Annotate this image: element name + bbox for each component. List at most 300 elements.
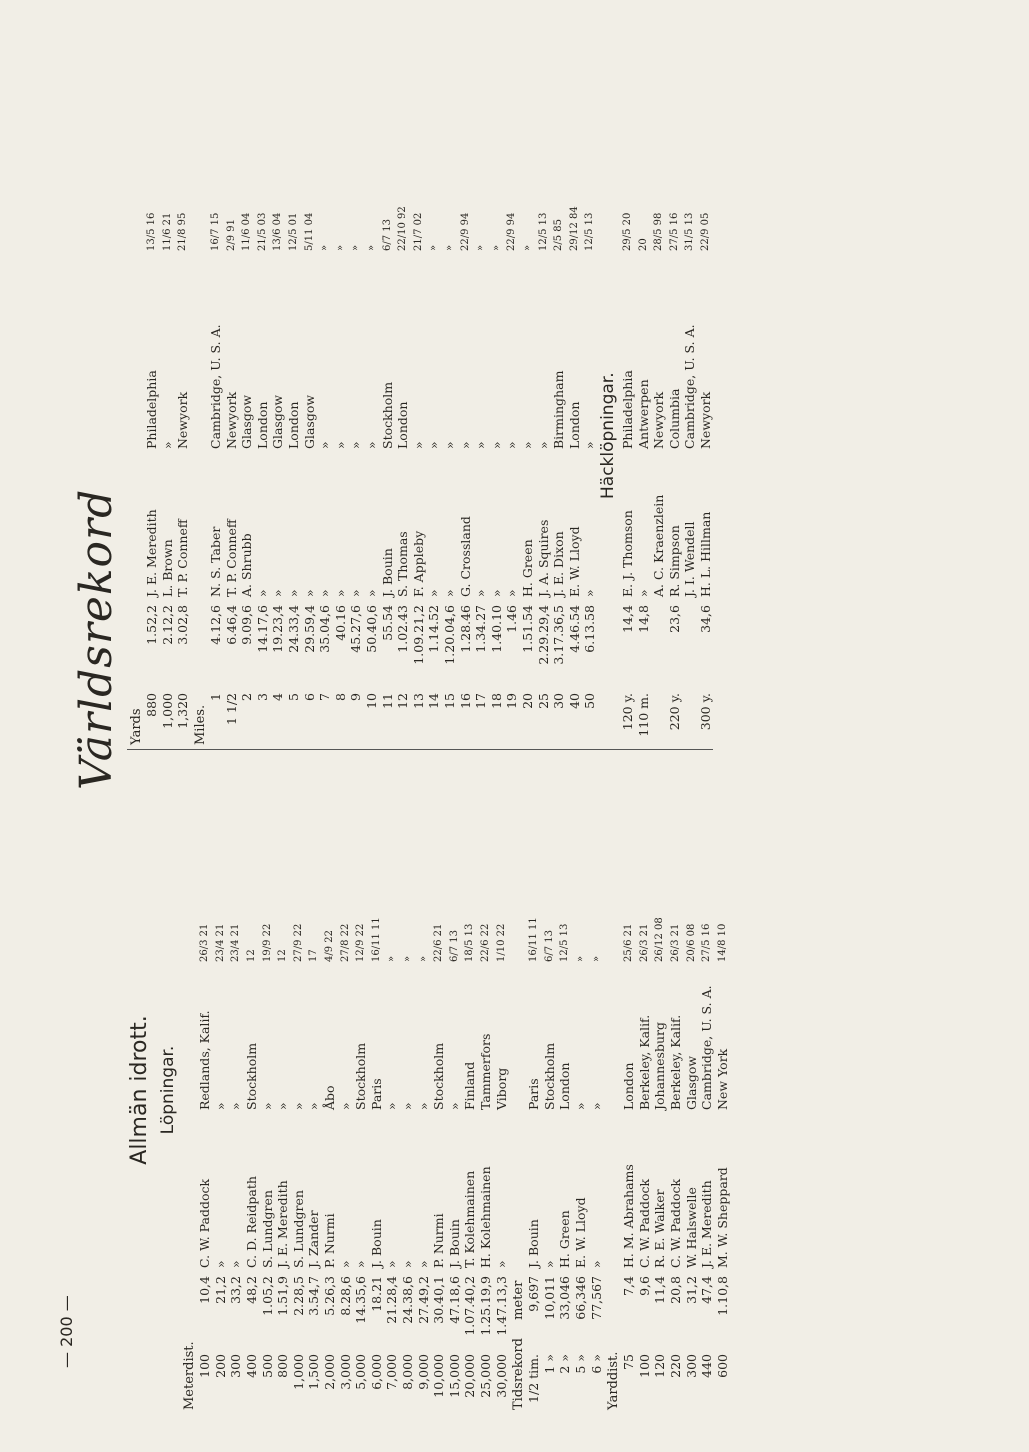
cell-time: 1.09.21,2 — [410, 605, 426, 665]
cell-athlete: » — [426, 589, 442, 597]
cell-date: 22/6 22 — [479, 923, 491, 962]
cell-place: » — [337, 1102, 353, 1110]
cell-date: 2/5 85 — [553, 219, 565, 251]
cell-place: Glasgow — [239, 394, 255, 449]
cell-athlete: » — [332, 589, 348, 597]
subsection-title: Löpningar. — [158, 1045, 178, 1135]
cell-place: Stockholm — [431, 1042, 447, 1110]
cell-athlete: J. Bouin — [379, 548, 395, 597]
cell-place: » — [290, 1102, 306, 1110]
cell-place: » — [348, 441, 364, 449]
cell-place: Birmingham — [551, 370, 567, 449]
cell-place: Antwerpen — [635, 379, 651, 449]
hurdles-title: Häcklöpningar. — [597, 372, 618, 499]
cell-distance: 200 — [212, 1354, 228, 1378]
cell-athlete: J. Zander — [306, 1210, 322, 1268]
cell-athlete: J. E. Dixon — [551, 531, 567, 597]
cell-place: Cambridge, U. S. A. — [699, 985, 715, 1110]
cell-place: Newyork — [175, 391, 191, 449]
table-row — [144, 177, 160, 749]
cell-distance: 1/2 tim. — [526, 1354, 542, 1403]
cell-athlete: P. Nurmi — [431, 1213, 447, 1268]
cell-time: 47,4 — [699, 1276, 715, 1304]
cell-time: 1.02.43 — [395, 605, 411, 653]
cell-date: 26/3 21 — [669, 923, 681, 962]
cell-athlete: » — [488, 589, 504, 597]
cell-place: Åbo — [322, 1085, 338, 1110]
cell-time: 14,4 — [619, 605, 635, 633]
cell-time: 24.33,4 — [286, 605, 302, 653]
cell-athlete: T. P. Conneff — [175, 519, 191, 597]
cell-distance: 75 — [621, 1354, 637, 1370]
cell-place: Paris — [368, 1078, 384, 1110]
yard-group-label: Yarddist. — [605, 1351, 621, 1410]
cell-place: Newyork — [223, 391, 239, 449]
cell-athlete: H. Green — [557, 1210, 573, 1268]
cell-date: 27/5 16 — [701, 923, 713, 962]
cell-time — [682, 601, 698, 689]
table-row — [535, 177, 551, 749]
cell-distance — [651, 689, 667, 749]
cell-time: 10,011 — [541, 1276, 557, 1320]
cell-distance: 1 — [208, 693, 224, 701]
cell-date: 5/11 04 — [303, 212, 315, 251]
section-title: Allmän idrott. — [127, 1015, 152, 1165]
cell-distance: 1,500 — [306, 1354, 322, 1390]
miles-table — [208, 177, 598, 749]
cell-athlete: E. W. Lloyd — [572, 1197, 588, 1268]
table-row — [223, 177, 239, 749]
cell-place: » — [441, 441, 457, 449]
cell-athlete: S. Lundgren — [259, 1190, 275, 1268]
cell-date: 12/9 22 — [355, 923, 367, 962]
cell-time: 1.51.54 — [519, 605, 535, 653]
cell-athlete: » — [353, 1260, 369, 1268]
cell-athlete: J. E. Meredith — [144, 509, 160, 597]
table-row — [270, 177, 286, 749]
cell-time: 1.25.19,9 — [477, 1276, 493, 1336]
table-row — [582, 177, 598, 749]
cell-distance: 300 — [228, 1354, 244, 1378]
cell-athlete: J. A. Squires — [535, 519, 551, 597]
cell-date: 12/5 13 — [559, 923, 571, 962]
table-row — [317, 177, 333, 749]
cell-athlete: M. W. Sheppard — [714, 1167, 730, 1268]
cell-distance: 8,000 — [400, 1354, 416, 1390]
table-row — [493, 888, 509, 1410]
hurdles-heading — [598, 69, 620, 749]
miles-group-label: Miles. — [192, 704, 208, 745]
cell-place: » — [364, 441, 380, 449]
table-row — [621, 888, 637, 1410]
cell-time: 3.17.36,5 — [551, 605, 567, 665]
table-row — [160, 177, 176, 749]
cell-time: 66,346 — [572, 1276, 588, 1320]
cell-time: 45.27,6 — [348, 605, 364, 653]
cell-date: 13/5 16 — [146, 212, 158, 251]
cell-date: 1/10 22 — [495, 923, 507, 962]
cell-athlete: » — [337, 1260, 353, 1268]
cell-time: 1.28.46 — [457, 605, 473, 653]
cell-time: 30.40,1 — [431, 1276, 447, 1324]
cell-distance: 2 » — [557, 1354, 573, 1374]
table-row — [337, 888, 353, 1410]
cell-distance: 220 y. — [666, 693, 682, 731]
cell-athlete: E. W. Lloyd — [566, 526, 582, 597]
cell-date: 16/7 15 — [210, 212, 222, 251]
cell-athlete: » — [364, 589, 380, 597]
cell-distance: 15,000 — [446, 1354, 462, 1398]
cell-time: 1.46 — [504, 605, 520, 633]
cell-date: 13/6 04 — [272, 212, 284, 251]
cell-distance: 12 — [395, 693, 411, 709]
cell-date: » — [417, 955, 429, 962]
table-row — [364, 177, 380, 749]
table-row — [415, 888, 431, 1410]
cell-date: » — [475, 244, 487, 251]
cell-place: London — [566, 401, 582, 449]
cell-place: » — [159, 441, 175, 449]
cell-place: » — [410, 441, 426, 449]
cell-place: Philadelphia — [144, 370, 160, 449]
cell-athlete: » — [504, 589, 520, 597]
cell-place: » — [572, 1102, 588, 1110]
cell-time: 1.52,2 — [144, 605, 160, 645]
cell-athlete: » — [582, 589, 598, 597]
cell-time: 9,697 — [526, 1276, 542, 1312]
cell-date: » — [319, 244, 331, 251]
cell-place: » — [212, 1102, 228, 1110]
cell-date: 27/9 22 — [292, 923, 304, 962]
table-row — [426, 177, 442, 749]
cell-place: Stockholm — [244, 1042, 260, 1110]
cell-distance: 40 — [566, 693, 582, 709]
cell-place: » — [535, 441, 551, 449]
table-row — [714, 888, 730, 1410]
table-row — [682, 177, 698, 749]
cell-athlete: L. Brown — [159, 539, 175, 597]
cell-athlete: R. E. Walker — [652, 1189, 668, 1268]
cell-date: 27/5 16 — [668, 212, 680, 251]
table-row — [557, 888, 573, 1410]
cell-date: 12 — [277, 949, 289, 962]
cell-athlete: » — [415, 1260, 431, 1268]
cell-place: » — [384, 1102, 400, 1110]
cell-distance: 50 — [582, 693, 598, 709]
cell-distance: 9,000 — [415, 1354, 431, 1390]
cell-place: Newyork — [651, 391, 667, 449]
cell-time: 1.40.10 — [488, 605, 504, 653]
cell-time: 1.07.40,2 — [462, 1276, 478, 1336]
cell-date: 18/5 13 — [464, 923, 476, 962]
cell-athlete: C. W. Paddock — [197, 1178, 213, 1268]
table-row — [259, 888, 275, 1410]
cell-distance: 110 m. — [635, 693, 651, 737]
document-page: — 200 — Världsrekord Allmän idrott. Löpningar. Meterdist. 100 10,4 C. W. Paddock Redlands, Kalif. 26/3 21 200 21,2 » » 23/4 21 300 33,2 » » 23/4 21 400 48,2 C. D. Reidpath Stockholm 12 500 1.05,2 S. Lundgren » 19/9 22 800 1.51,9 J. E. Meredith » 12 1,000 2.28,5 S. Lundgren » 27/9 22 1,500 3.54,7 J. Zander » 17 2,000 5.26,3 P. Nurmi Åbo 4/9 22 3,000 8.28,6 » » 27/8 22 5,000 14.35,6 » Stockholm 12/9 22 6,000 18.21 J. Bouin Paris 16/11 11 7,000 21.28,4 » » » 8,000 24.38,6 » » » 9,000 27.49,2 » » » 10,000 30.40,1 P. Nurmi Stockholm 22/6 21 15,000 47.18,6 J. Bouin » 6/7 13 20,000 1.07.40,2 T. Kolehmainen Finland 18/5 13 25,000 1.25.19,9 H. Kolehmainen Tammerfors 22/6 22 30,000 1.47.13,3 » Viborg 1/10 22 Tidsrekord meter 1/2 tim. 9,697 J. Bouin Paris 16/11 11 1 » 10,011 » Stockholm 6/7 13 2 » 33,046 H. Green London 12/5 13 5 » 66,346 E. W. Lloyd » » 6 » 77,567 » » » Yarddist. 75 7,4 H. M. Abrahams London 25/6 21 100 9,6 C. W. Paddock Berkeley, Kalif. 26/3 21 120 11,4 R. E. Walker Johannesburg 26/12 08 220 20,8 C. W. Paddock Berkeley, Kalif. 26/3 21 300 31,2 W. Halswelle Glasgow 20/6 08 440 47,4 J. E. Meredith Cambridge, U. S. A. 27/5 16 600 1.10,8 M. W. Sheppard New York 14/8 10 Yards 880 1.52,2 J. E. Meredith Philadelphia 13/5 16 1,000 2.12,2 L. Brown » 11/6 21 1,320 3.02,8 T. P. Conneff Newyork 21/8 95 Miles. 1 4.12,6 N. S. Taber Cambridge, U. S. A. 16/7 15 1 1/2 6.46,4 T. P. Conneff Newyork 2/9 91 2 9.09,6 A. Shrubb Glasgow 11/6 04 3 14.17,6 » London 21/5 03 4 19.23,4 » Glasgow 13/6 04 5 24.33,4 » London 12/5 01 6 29.59,4 » Glasgow 5/11 04 7 35.04,6 » » » 8 40.16 » » » 9 45.27,6 » » » 10 50.40,6 » » » 11 55.54 J. Bouin Stockholm 6/7 13 12 1.02.43 S. Thomas London 22/10 92 13 1.09.21,2 F. Appleby » 21/7 02 14 1.14.52 » » » 15 1.20.04,6 » » » 16 1.28.46 G. Crossland » 22/9 94 17 1.34.27 » » » 18 1.40.10 » » » 19 1.46 » » 22/9 94 20 1.51.54 H. Green » » 25 2.29.29,4 J. A. Squires » 12/5 13 30 3.17.36,5 J. E. Dixon Birmingham 2/5 85 40 4.46.54 E. W. Lloyd London 29/12 84 50 6.13.58 » » 12/5 13 Häcklöpningar. 120 y. 14,4 E. J. Thomson Philadelphia 29/5 20 110 m. 14,8 » Antwerpen 20 A. C. Kraenzlein Newyork 28/5 98 220 y. 23,6 R. Simpson Columbia 27/5 16 J. I. Wendell Cambridge, U. S. A. 31/5 13 300 y. 34,6 H. L. Hillman Newyork 22/9 05 — [0, 0, 1029, 1452]
cell-date: 12 — [246, 949, 258, 962]
table-row — [291, 888, 307, 1410]
cell-distance: 6 » — [588, 1354, 604, 1374]
cell-date: 19/9 22 — [261, 923, 273, 962]
cell-time: 33,2 — [228, 1276, 244, 1304]
cell-place: Stockholm — [353, 1042, 369, 1110]
table-row — [442, 177, 458, 749]
table-row — [478, 888, 494, 1410]
table-row — [699, 888, 715, 1410]
cell-athlete: E. J. Thomson — [619, 510, 635, 597]
yard-table — [621, 888, 730, 1410]
cell-date: 25/6 21 — [623, 923, 635, 962]
cell-time: 4.46.54 — [566, 605, 582, 653]
cell-athlete: » — [286, 589, 302, 597]
cell-athlete: J. I. Wendell — [682, 521, 698, 597]
cell-time: 50.40,6 — [364, 605, 380, 653]
cell-athlete: R. Simpson — [666, 525, 682, 597]
table-row — [239, 177, 255, 749]
running-records-column — [127, 770, 730, 1410]
cell-athlete: H. M. Abrahams — [621, 1164, 637, 1268]
table-row — [504, 177, 520, 749]
table-row — [551, 177, 567, 749]
cell-athlete: P. Nurmi — [322, 1213, 338, 1268]
cell-place: » — [473, 441, 489, 449]
cell-distance: 5,000 — [353, 1354, 369, 1390]
table-row — [322, 888, 338, 1410]
cell-time: 8.28,6 — [337, 1276, 353, 1316]
cell-athlete: » — [317, 589, 333, 597]
cell-time: 9.09,6 — [239, 605, 255, 645]
cell-place: » — [588, 1102, 604, 1110]
cell-date: 6/7 13 — [543, 930, 555, 962]
cell-place: Viborg — [493, 1067, 509, 1110]
cell-athlete: » — [400, 1260, 416, 1268]
cell-time: 1.47.13,3 — [493, 1276, 509, 1336]
cell-athlete: » — [301, 589, 317, 597]
cell-date: 12/5 13 — [584, 212, 596, 251]
cell-distance: 13 — [410, 693, 426, 709]
cell-distance: 19 — [504, 693, 520, 709]
cell-time: 3.54,7 — [306, 1276, 322, 1316]
cell-date: 20 — [637, 238, 649, 251]
cell-place: » — [446, 1102, 462, 1110]
cell-place: Finland — [462, 1061, 478, 1110]
cell-athlete: H. L. Hillman — [697, 511, 713, 597]
cell-distance: 7,000 — [384, 1354, 400, 1390]
cell-time: 10,4 — [197, 1276, 213, 1304]
cell-place: » — [306, 1102, 322, 1110]
cell-date: 16/11 11 — [370, 917, 382, 962]
table-row — [666, 177, 682, 749]
cell-distance: 7 — [317, 693, 333, 701]
cell-distance: 11 — [379, 693, 395, 709]
cell-time: 31,2 — [683, 1276, 699, 1304]
table-row — [668, 888, 684, 1410]
cell-athlete: J. Bouin — [446, 1219, 462, 1268]
cell-date: 26/12 08 — [654, 917, 666, 962]
table-row — [447, 888, 463, 1410]
cell-place: Stockholm — [541, 1042, 557, 1110]
cell-distance: 400 — [244, 1354, 260, 1378]
cell-athlete: A. C. Kraenzlein — [651, 494, 667, 597]
cell-date: » — [366, 244, 378, 251]
cell-time: 33,046 — [557, 1276, 573, 1320]
cell-place: » — [259, 1102, 275, 1110]
cell-place: » — [426, 441, 442, 449]
cell-distance: 30,000 — [493, 1354, 509, 1398]
cell-time: 1.20.04,6 — [441, 605, 457, 665]
cell-place: London — [557, 1062, 573, 1110]
table-row — [526, 888, 542, 1410]
cell-distance: 600 — [714, 1354, 730, 1378]
cell-distance: 6,000 — [368, 1354, 384, 1390]
cell-date: 12/5 13 — [537, 212, 549, 251]
cell-distance: 120 — [652, 1354, 668, 1378]
cell-time: 2.12,2 — [159, 605, 175, 645]
cell-place: » — [332, 441, 348, 449]
cell-date: 28/5 98 — [653, 212, 665, 251]
cell-distance: 14 — [426, 693, 442, 709]
cell-time: 23,6 — [666, 605, 682, 633]
cell-time: 3.02,8 — [175, 605, 191, 645]
cell-date: 21/8 95 — [177, 212, 189, 251]
cell-date: 26/3 21 — [638, 923, 650, 962]
cell-place: » — [457, 441, 473, 449]
cell-date: » — [402, 955, 414, 962]
cell-athlete: » — [473, 589, 489, 597]
cell-date: 11/6 21 — [161, 212, 173, 251]
cell-distance: 440 — [699, 1354, 715, 1378]
cell-date: 22/6 21 — [433, 923, 445, 962]
cell-time: 35.04,6 — [317, 605, 333, 653]
cell-date: 21/5 03 — [256, 212, 268, 251]
cell-place: » — [317, 441, 333, 449]
cell-date: 31/5 13 — [684, 212, 696, 251]
cell-date: 22/9 94 — [459, 212, 471, 251]
cell-time: 14,8 — [635, 605, 651, 633]
cell-time: 14.17,6 — [254, 605, 270, 653]
cell-athlete: H. Green — [519, 539, 535, 597]
table-row — [457, 177, 473, 749]
cell-time: 34,6 — [697, 605, 713, 633]
cell-place: Philadelphia — [619, 370, 635, 449]
cell-time: 21.28,4 — [384, 1276, 400, 1324]
cell-time: 1.34.27 — [473, 605, 489, 653]
table-row — [488, 177, 504, 749]
table-row — [651, 177, 667, 749]
cell-place: » — [228, 1102, 244, 1110]
cell-date: 11/6 04 — [241, 212, 253, 251]
cell-time: 18.21 — [368, 1276, 384, 1312]
cell-time: 2.28,5 — [290, 1276, 306, 1316]
cell-date: » — [521, 244, 533, 251]
cell-distance: 20 — [519, 693, 535, 709]
cell-distance: 4 — [270, 693, 286, 701]
cell-time: 2.29.29,4 — [535, 605, 551, 665]
table-row — [228, 888, 244, 1410]
cell-distance — [682, 689, 698, 749]
table-row — [635, 177, 651, 749]
meter-group-label: Meterdist. — [182, 1341, 197, 1410]
cell-place: London — [395, 401, 411, 449]
cell-athlete: » — [212, 1260, 228, 1268]
cell-date: 12/5 01 — [288, 212, 300, 251]
table-row — [286, 177, 302, 749]
cell-distance: 3 — [254, 693, 270, 701]
cell-place: » — [400, 1102, 416, 1110]
cell-place: Tammerfors — [477, 1033, 493, 1110]
cell-time: 20,8 — [667, 1276, 683, 1304]
time-label: Tidsrekord — [510, 1338, 526, 1410]
table-row — [652, 888, 668, 1410]
cell-distance: 2,000 — [322, 1354, 338, 1390]
table-row — [566, 177, 582, 749]
cell-time: 1.51,9 — [275, 1276, 291, 1316]
cell-date: » — [334, 244, 346, 251]
cell-place: » — [415, 1102, 431, 1110]
cell-time: 11,4 — [652, 1276, 668, 1304]
cell-athlete: H. Kolehmainen — [477, 1166, 493, 1268]
cell-distance: 100 — [197, 1354, 213, 1378]
cell-athlete: S. Thomas — [395, 531, 411, 597]
cell-distance: 18 — [488, 693, 504, 709]
cell-time: 29.59,4 — [301, 605, 317, 653]
cell-date: » — [386, 955, 398, 962]
cell-time: 1.10,8 — [714, 1276, 730, 1316]
cell-place: London — [286, 401, 302, 449]
cell-time: 6.46,4 — [223, 605, 239, 645]
cell-distance: 1 1/2 — [223, 693, 239, 726]
cell-athlete: A. Shrubb — [239, 533, 255, 597]
table-row — [541, 888, 557, 1410]
cell-time: 24.38,6 — [400, 1276, 416, 1324]
cell-place: Berkeley, Kalif. — [667, 1014, 683, 1110]
cell-place: London — [621, 1062, 637, 1110]
cell-distance: 9 — [348, 693, 364, 701]
yards-table — [144, 177, 191, 749]
cell-distance: 5 » — [572, 1354, 588, 1374]
cell-athlete: C. D. Reidpath — [244, 1176, 260, 1268]
page-title: Världsrekord — [71, 488, 122, 790]
time-group-label — [511, 770, 526, 1410]
cell-place: » — [519, 441, 535, 449]
cell-distance: 220 — [667, 1354, 683, 1378]
table-row — [683, 888, 699, 1410]
cell-place: » — [504, 441, 520, 449]
cell-distance: 10,000 — [431, 1354, 447, 1398]
cell-athlete: » — [254, 589, 270, 597]
table-row — [379, 177, 395, 749]
cell-time: 77,567 — [588, 1276, 604, 1320]
cell-date: 27/8 22 — [339, 923, 351, 962]
cell-place: Cambridge, U. S. A. — [208, 324, 224, 449]
cell-distance: 17 — [473, 693, 489, 709]
cell-place: Berkeley, Kalif. — [636, 1014, 652, 1110]
table-row — [213, 888, 229, 1410]
cell-distance: 15 — [441, 693, 457, 709]
table-row — [244, 888, 260, 1410]
cell-date: 23/4 21 — [230, 923, 242, 962]
cell-distance: 30 — [551, 693, 567, 709]
cell-distance: 300 — [683, 1354, 699, 1378]
cell-time: 9,6 — [636, 1276, 652, 1296]
table-row — [400, 888, 416, 1410]
cell-athlete: N. S. Taber — [208, 526, 224, 597]
cell-athlete: T. P. Conneff — [223, 519, 239, 597]
cell-date: » — [428, 244, 440, 251]
rotated-sheet — [57, 70, 987, 1410]
cell-place: Paris — [526, 1078, 542, 1110]
cell-athlete: S. Lundgren — [290, 1190, 306, 1268]
